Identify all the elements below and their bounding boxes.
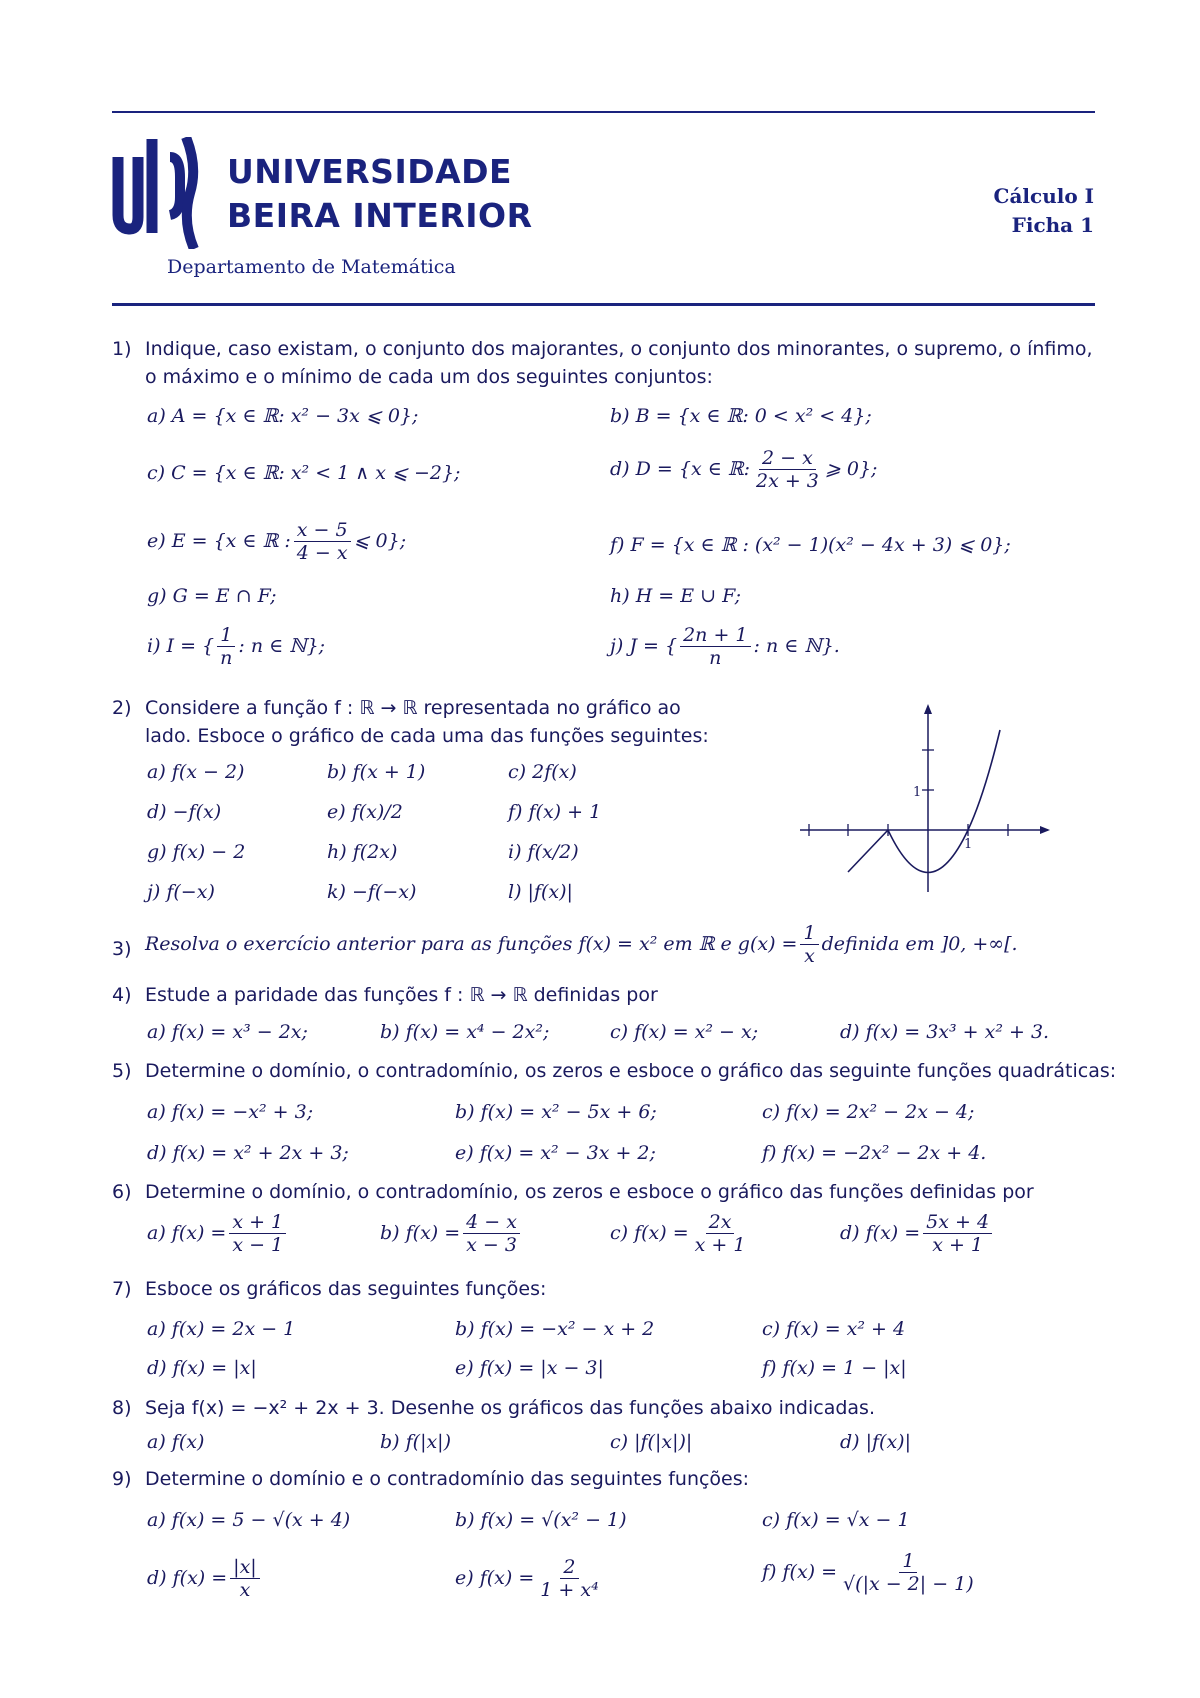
ex9-item-f: f) f(x) = $\frac{1}{√(|x - 2| - 1)}$ (762, 1550, 974, 1595)
ex5-item-b: b) f(x) = x² − 5x + 6; (455, 1101, 657, 1123)
ex2-item-b: b) f(x + 1) (327, 761, 426, 783)
ex6-item-a: a) f(x) = $\frac{x + 1}{x - 1}$ (147, 1211, 289, 1256)
ex1-text-line2: o máximo e o mínimo de cada um dos seguintes conjuntos: (145, 366, 713, 388)
ex1-item-c: c) C = {x ∈ ℝ: x² < 1 ∧ x ⩽ −2}; (147, 462, 461, 484)
ex8-item-d: d) |f(x)| (840, 1431, 912, 1453)
ex9-item-d: d) f(x) = $\frac{|x|}{x}$ (147, 1556, 263, 1601)
ex4-item-c: c) f(x) = x² − x; (610, 1021, 759, 1043)
graph-linear-segment (848, 830, 888, 872)
ex2-text-line2: lado. Esboce o gráfico de cada uma das funções seguintes: (145, 725, 709, 747)
sheet-title: Ficha 1 (1011, 213, 1094, 237)
ex2-item-c: c) 2f(x) (508, 761, 577, 783)
ex6-item-b: b) f(x) = $\frac{4 - x}{x - 3}$ (380, 1211, 523, 1256)
ex8-text: Seja f(x) = −x² + 2x + 3. Desenhe os gráficos das funções abaixo indicadas. (145, 1397, 875, 1419)
ex9-item-c: c) f(x) = √x − 1 (762, 1509, 910, 1531)
course-title: Cálculo I (993, 184, 1094, 208)
ex1-item-b: b) B = {x ∈ ℝ: 0 < x² < 4}; (610, 405, 872, 427)
ex1-item-e: e) E = {x ∈ ℝ : $\frac{x - 5}{4 - x}$ ⩽ 0}; (147, 519, 407, 564)
ex6-item-c: c) f(x) = $\frac{2x}{x + 1}$ (610, 1211, 746, 1256)
ex6-text: Determine o domínio, o contradomínio, os zeros e esboce o gráfico das funções definidas por (145, 1181, 1034, 1203)
ex7-item-e: e) f(x) = |x − 3| (455, 1357, 604, 1379)
ex7-item-d: d) f(x) = |x| (147, 1357, 257, 1379)
ex8-item-a: a) f(x) (147, 1431, 205, 1453)
ex2-text-line1: Considere a função f : ℝ → ℝ representada no gráfico ao (145, 697, 681, 719)
ex3-number: 3) (112, 938, 132, 960)
ex5-item-e: e) f(x) = x² − 3x + 2; (455, 1142, 656, 1164)
ex6-item-d: d) f(x) = $\frac{5x + 4}{x + 1}$ (840, 1211, 995, 1256)
ex5-item-a: a) f(x) = −x² + 3; (147, 1101, 314, 1123)
ex2-number: 2) (112, 697, 132, 719)
ex4-item-b: b) f(x) = x⁴ − 2x²; (380, 1021, 550, 1043)
ex2-item-i: i) f(x/2) (508, 841, 579, 863)
ex5-item-c: c) f(x) = 2x² − 2x − 4; (762, 1101, 975, 1123)
ex9-item-a: a) f(x) = 5 − √(x + 4) (147, 1509, 351, 1531)
ex5-item-d: d) f(x) = x² + 2x + 3; (147, 1142, 349, 1164)
ex9-item-b: b) f(x) = √(x² − 1) (455, 1509, 627, 1531)
ex8-number: 8) (112, 1397, 132, 1419)
graph-y-tick-label: 1 (913, 785, 922, 800)
university-line1: UNIVERSIDADE (227, 152, 513, 191)
ex7-item-c: c) f(x) = x² + 4 (762, 1318, 906, 1340)
graph-x-tick-label: 1 (964, 837, 973, 852)
graph-x-arrow (1040, 826, 1050, 834)
ex5-number: 5) (112, 1060, 132, 1082)
ex1-item-h: h) H = E ∪ F; (610, 585, 742, 607)
ex1-item-j: j) J = { $\frac{2n + 1}{n}$ : n ∈ ℕ}. (610, 624, 840, 669)
ex2-item-l: l) |f(x)| (508, 881, 573, 903)
function-graph (800, 700, 1060, 900)
ex1-item-a: a) A = {x ∈ ℝ: x² − 3x ⩽ 0}; (147, 405, 419, 427)
ex2-item-a: a) f(x − 2) (147, 761, 245, 783)
ex5-text: Determine o domínio, o contradomínio, os zeros e esboce o gráfico das seguinte funções quadráticas: (145, 1060, 1117, 1082)
ubi-logo-icon (112, 137, 217, 249)
ex2-item-h: h) f(2x) (327, 841, 398, 863)
department-name: Departamento de Matemática (167, 256, 456, 278)
ex7-item-b: b) f(x) = −x² − x + 2 (455, 1318, 655, 1340)
ex7-item-f: f) f(x) = 1 − |x| (762, 1357, 907, 1379)
ex2-item-e: e) f(x)/2 (327, 801, 403, 823)
ex2-item-j: j) f(−x) (147, 881, 215, 903)
header-rule (112, 303, 1095, 306)
ex1-item-g: g) G = E ∩ F; (147, 585, 277, 607)
graph-y-arrow (924, 704, 932, 714)
ex4-number: 4) (112, 984, 132, 1006)
ex1-item-f: f) F = {x ∈ ℝ : (x² − 1)(x² − 4x + 3) ⩽ 0}; (610, 534, 1011, 556)
ex5-item-f: f) f(x) = −2x² − 2x + 4. (762, 1142, 987, 1164)
graph-parabola-curve (888, 730, 1000, 873)
top-rule (112, 111, 1095, 113)
ex2-item-f: f) f(x) + 1 (508, 801, 602, 823)
ex8-item-c: c) |f(|x|)| (610, 1431, 693, 1453)
ex1-item-d: d) D = {x ∈ ℝ: $\frac{2 - x}{2x + 3}$ ⩾ 0}; (610, 447, 878, 492)
ex7-text: Esboce os gráficos das seguintes funções: (145, 1278, 547, 1300)
ex8-item-b: b) f(|x|) (380, 1431, 452, 1453)
university-line2: BEIRA INTERIOR (227, 196, 533, 235)
ex6-number: 6) (112, 1181, 132, 1203)
ex4-item-d: d) f(x) = 3x³ + x² + 3. (840, 1021, 1050, 1043)
ex2-item-d: d) −f(x) (147, 801, 222, 823)
ex1-text-line1: Indique, caso existam, o conjunto dos majorantes, o conjunto dos minorantes, o supremo, o ínfimo, (145, 338, 1093, 360)
ex4-text: Estude a paridade das funções f : ℝ → ℝ definidas por (145, 984, 658, 1006)
ex1-number: 1) (112, 338, 132, 360)
ex9-text: Determine o domínio e o contradomínio das seguintes funções: (145, 1468, 750, 1490)
ex3-text: Resolva o exercício anterior para as funções f(x) = x² em ℝ e g(x) = $\frac{1}{x}$ definida em ]0, +∞[. (145, 922, 1018, 967)
ex9-item-e: e) f(x) = $\frac{2}{\text{1 + x⁴}}$ (455, 1556, 599, 1601)
ex1-item-i: i) I = { $\frac{1}{n}$ : n ∈ ℕ}; (147, 624, 326, 669)
ex4-item-a: a) f(x) = x³ − 2x; (147, 1021, 308, 1043)
ex7-number: 7) (112, 1278, 132, 1300)
ex2-item-g: g) f(x) − 2 (147, 841, 246, 863)
ex9-number: 9) (112, 1468, 132, 1490)
ex7-item-a: a) f(x) = 2x − 1 (147, 1318, 296, 1340)
ex2-item-k: k) −f(−x) (327, 881, 417, 903)
